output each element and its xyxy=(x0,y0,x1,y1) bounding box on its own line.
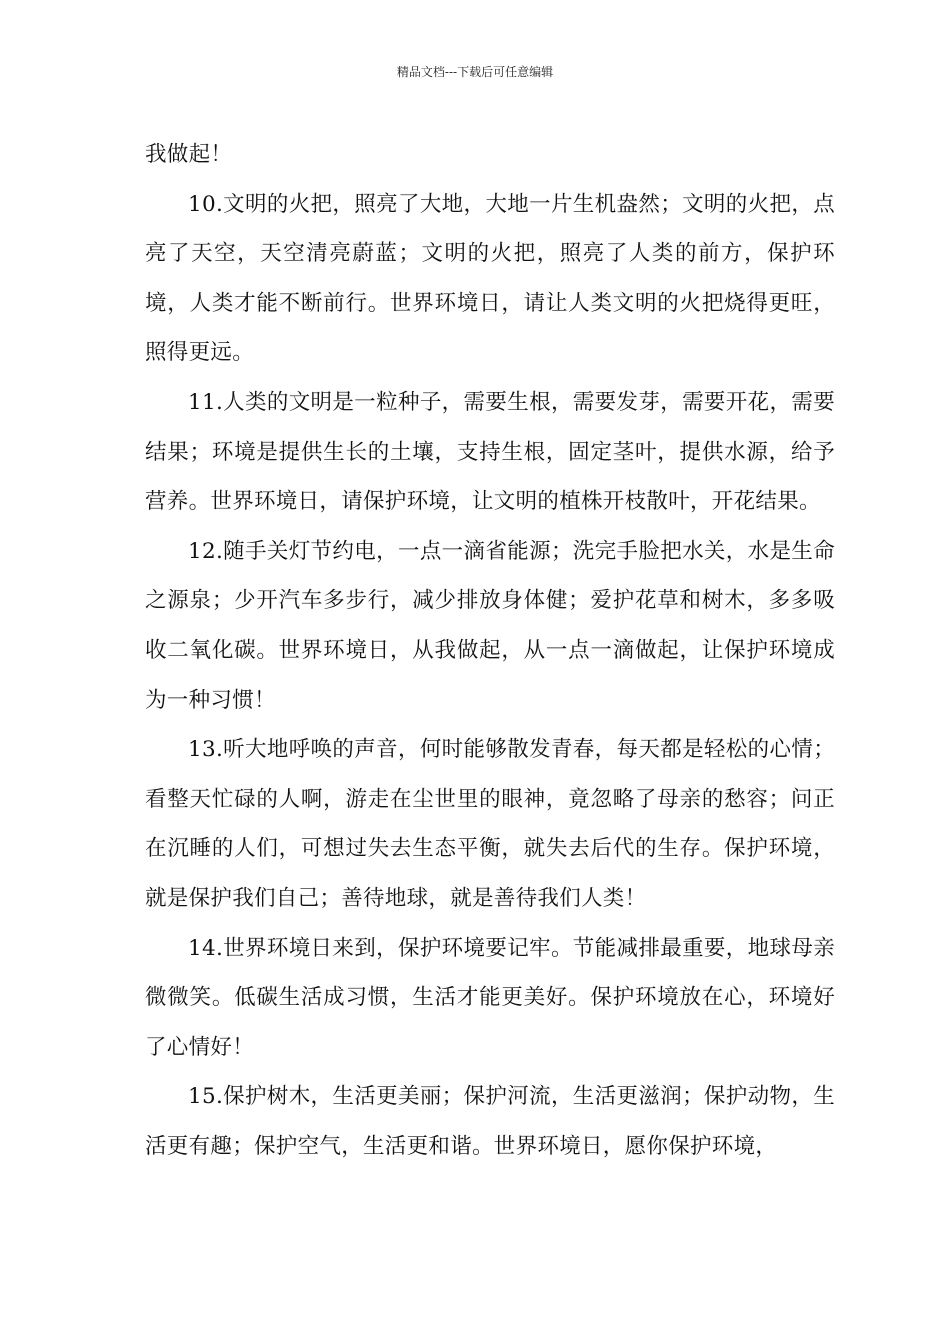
page-header: 精品文档---下载后可任意编辑 xyxy=(396,65,554,79)
paragraph-item-13: 13.听大地呼唤的声音，何时能够散发青春，每天都是轻松的心情；看整天忙碌的人啊，游走在尘世里的眼神，竟忽略了母亲的愁容；问正在沉睡的人们，可想过失去生态平衡，就失去后代的生存。保护环境，就是保护我们自己；善待地球，就是善待我们人类！ xyxy=(145,737,835,911)
paragraph-item-15: 15.保护树木，生活更美丽；保护河流，生活更滋润；保护动物，生活更有趣；保护空气，生活更和谐。世界环境日，愿你保护环境， xyxy=(145,1084,835,1159)
document-body xyxy=(145,130,835,1171)
paragraph-continuation: 我做起！ xyxy=(145,142,233,167)
paragraph-item-10: 10.文明的火把，照亮了大地，大地一片生机盎然；文明的火把，点亮了天空，天空清亮蔚蓝；文明的火把，照亮了人类的前方，保护环境，人类才能不断前行。世界环境日，请让人类文明的火把烧得更旺，照得更远。 xyxy=(145,191,835,366)
paragraph-item-12: 12.随手关灯节约电，一点一滴省能源；洗完手脸把水关，水是生命之源泉；少开汽车多步行，减少排放身体健；爱护花草和树木，多多吸收二氧化碳。世界环境日，从我做起，从一点一滴做起，让保护环境成为一种习惯！ xyxy=(145,538,835,713)
paragraph-item-14: 14.世界环境日来到，保护环境要记牢。节能减排最重要，地球母亲微微笑。低碳生活成习惯，生活才能更美好。保护环境放在心，环境好了心情好！ xyxy=(145,935,835,1060)
paragraph-item-11: 11.人类的文明是一粒种子，需要生根，需要发芽，需要开花，需要结果；环境是提供生长的土壤，支持生根，固定茎叶，提供水源，给予营养。世界环境日，请保护环境，让文明的植株开枝散叶，开花结果。 xyxy=(145,389,835,515)
